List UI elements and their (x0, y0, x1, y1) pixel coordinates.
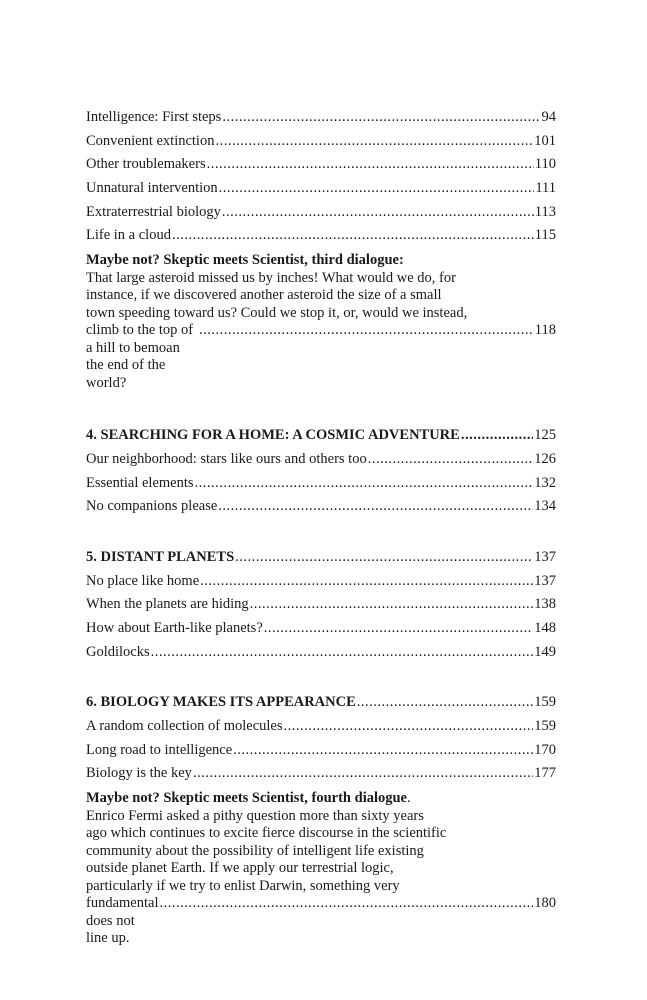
toc-page-number: 101 (534, 132, 556, 149)
dialogue-title-line (86, 790, 556, 808)
dot-leader (222, 106, 540, 130)
toc-entry[interactable] (86, 106, 556, 130)
toc-page-number: 148 (534, 619, 556, 636)
chapter-heading-6[interactable] (86, 691, 556, 715)
dialogue-text-line: town speeding toward us? Could we stop it, or, would we instead, (86, 304, 468, 321)
toc-entry-title: Extraterrestrial biology (86, 203, 221, 220)
dialogue-last-line (86, 322, 556, 392)
dialogue-text-line: That large asteroid missed us by inches! What would we do, for (86, 269, 456, 286)
chapter-title: 4. SEARCHING FOR A HOME: A COSMIC ADVENTURE (86, 427, 460, 444)
dot-leader (222, 201, 534, 225)
dot-leader (368, 448, 534, 472)
chapter-title: 6. BIOLOGY MAKES ITS APPEARANCE (86, 694, 356, 711)
dot-leader (235, 546, 533, 570)
section-gap (86, 392, 556, 424)
dot-leader (199, 322, 534, 340)
dialogue-entry-fourth[interactable] (86, 790, 556, 948)
toc-entry-title: Convenient extinction (86, 132, 215, 149)
toc-entry[interactable] (86, 617, 556, 641)
dialogue-text-line: climb to the top of a hill to bemoan the end of the world? (86, 322, 194, 391)
toc-entry-title: Our neighborhood: stars like ours and others too (86, 450, 367, 467)
chapter-heading-5[interactable] (86, 546, 556, 570)
dot-leader (219, 177, 535, 201)
dialogue-entry-third[interactable] (86, 252, 556, 392)
toc-page-number: 180 (534, 895, 556, 912)
toc-page-number: 137 (534, 548, 556, 565)
dialogue-text-line: outside planet Earth. If we apply our terrestrial logic, (86, 860, 394, 877)
toc-page-number: 159 (534, 718, 556, 734)
toc-entry-title: Essential elements (86, 474, 194, 491)
toc-entry-title: Unnatural intervention (86, 180, 218, 197)
table-of-contents (86, 106, 556, 948)
toc-entry[interactable] (86, 715, 556, 739)
toc-page-number: 134 (534, 498, 556, 515)
dialogue-title: Maybe not? Skeptic meets Scientist, third dialogue: (86, 252, 404, 269)
toc-page-number: 170 (534, 741, 556, 758)
section-gap (86, 664, 556, 691)
dot-leader (159, 895, 533, 913)
dialogue-title: Maybe not? Skeptic meets Scientist, fourth dialogue (86, 790, 407, 807)
toc-entry-title: When the planets are hiding (86, 596, 249, 613)
toc-entry[interactable] (86, 593, 556, 617)
toc-entry[interactable] (86, 472, 556, 496)
toc-entry[interactable] (86, 739, 556, 763)
toc-page-number: 138 (534, 596, 556, 613)
toc-entry[interactable] (86, 224, 556, 248)
toc-entry[interactable] (86, 570, 556, 594)
dialogue-last-line (86, 895, 556, 948)
toc-entry[interactable] (86, 448, 556, 472)
toc-page-number: 126 (534, 450, 556, 467)
toc-page-number: 115 (534, 227, 556, 244)
chapter-title: 5. DISTANT PLANETS (86, 548, 235, 565)
toc-entry-title: Long road to intelligence (86, 741, 233, 758)
toc-entry-title: Other troublemakers (86, 156, 206, 173)
dot-leader (195, 472, 534, 496)
dialogue-text-line: Enrico Fermi asked a pithy question more than sixty years (86, 807, 424, 824)
toc-page-number: 94 (541, 109, 556, 125)
toc-entry-title: Biology is the key (86, 765, 192, 782)
dialogue-text-line: fundamental does not line up. (86, 895, 159, 947)
toc-page-number: 132 (534, 474, 556, 491)
toc-entry[interactable] (86, 762, 556, 786)
toc-page-number: 118 (534, 322, 556, 339)
toc-page-number: 137 (534, 572, 556, 589)
dialogue-text-line: particularly if we try to enlist Darwin, something very (86, 877, 400, 894)
dot-leader (218, 495, 533, 519)
toc-entry-title: How about Earth-like planets? (86, 619, 263, 636)
toc-page-number: 177 (534, 765, 556, 782)
toc-entry[interactable] (86, 153, 556, 177)
dot-leader (264, 617, 533, 641)
toc-page-number: 149 (534, 643, 556, 660)
toc-entry-title: Life in a cloud (86, 227, 171, 244)
dot-leader (215, 130, 533, 154)
toc-page-number: 111 (535, 180, 556, 197)
toc-entry-title: Goldilocks (86, 643, 150, 660)
toc-page-number: 110 (534, 156, 556, 173)
toc-page-number: 159 (534, 694, 556, 711)
chapter-heading-4[interactable] (86, 424, 556, 448)
toc-entry[interactable] (86, 641, 556, 665)
dot-leader (193, 762, 533, 786)
toc-page-number: 125 (534, 427, 556, 444)
toc-entry[interactable] (86, 201, 556, 225)
dot-leader (233, 739, 533, 763)
toc-entry[interactable] (86, 495, 556, 519)
dot-leader (151, 641, 534, 665)
toc-entry[interactable] (86, 177, 556, 201)
dot-leader (207, 153, 534, 177)
toc-entry[interactable] (86, 130, 556, 154)
dialogue-title-punctuation: . (407, 790, 411, 807)
dot-leader (250, 593, 534, 617)
toc-entry-title: No place like home (86, 572, 200, 589)
toc-entry-title: A random collection of molecules (86, 718, 283, 734)
dialogue-text-line: ago which continues to excite fierce discourse in the scientific (86, 825, 447, 842)
dot-leader (357, 691, 533, 715)
section-gap (86, 519, 556, 546)
dialogue-text-line: instance, if we discovered another asteroid the size of a small (86, 287, 442, 304)
dialogue-text-line: community about the possibility of intelligent life existing (86, 842, 424, 859)
dot-leader (172, 224, 534, 248)
dot-leader (284, 715, 534, 739)
dot-leader (200, 570, 533, 594)
toc-entry-title: Intelligence: First steps (86, 109, 222, 125)
toc-page-number: 113 (534, 203, 556, 220)
toc-entry-title: No companions please (86, 498, 218, 515)
dot-leader (461, 424, 533, 448)
